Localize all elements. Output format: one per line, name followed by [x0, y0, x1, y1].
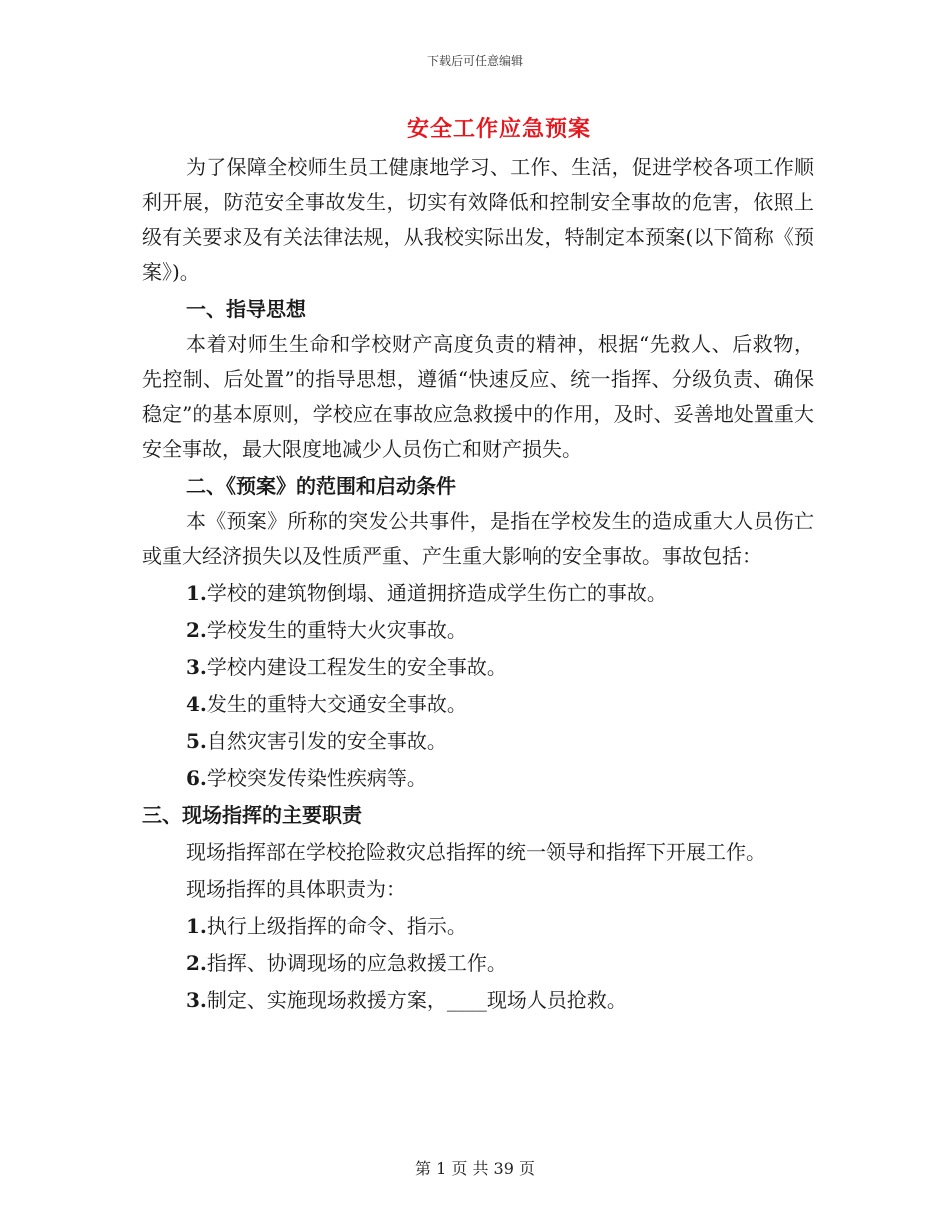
section-3-line-2: 现场指挥的具体职责为：	[186, 877, 406, 901]
list-item-text: 发生的重特大交通安全事故。	[206, 692, 467, 716]
list-item-text: 执行上级指挥的命令、指示。	[206, 914, 467, 938]
list-item-text: 学校内建设工程发生的安全事故。	[206, 655, 507, 679]
document-body	[142, 150, 814, 1018]
list-item-text: 学校突发传染性疾病等。	[206, 766, 427, 790]
document-title: 安全工作应急预案	[406, 116, 591, 142]
list-item	[142, 687, 814, 722]
list-item	[142, 909, 814, 944]
list-item	[142, 613, 814, 648]
list-item-text: 学校的建筑物倒塌、通道拥挤造成学生伤亡的事故。	[206, 581, 667, 605]
list-item-text: 指挥、协调现场的应急救援工作。	[206, 951, 507, 975]
section-3-heading: 三、现场指挥的主要职责	[142, 803, 362, 827]
list-item	[142, 761, 814, 796]
list-item	[142, 724, 814, 759]
list-item-number: 3.	[186, 988, 207, 1012]
section-3-line-1: 现场指挥部在学校抢险救灾总指挥的统一领导和指挥下开展工作。	[186, 840, 766, 864]
list-item-text: 制定、实施现场救援方案，____现场人员抢救。	[206, 988, 627, 1012]
intro-paragraph: 为了保障全校师生员工健康地学习、工作、生活，促进学校各项工作顺利开展，防范安全事故发生，切实有效降低和控制安全事故的危害，依照上级有关要求及有关法律法规，从我校实际出发，特制定本预案(以下简称《预案》)。	[142, 155, 814, 284]
list-item-number: 2.	[186, 951, 207, 975]
section-2-heading: 二、《预案》的范围和启动条件	[186, 474, 456, 498]
page-footer: 第 1 页 共 39 页	[415, 1159, 535, 1178]
section-1-heading: 一、指导思想	[186, 297, 306, 321]
list-item-number: 6.	[186, 766, 207, 790]
list-item-text: 学校发生的重特大火灾事故。	[206, 618, 467, 642]
list-item-number: 2.	[186, 618, 207, 642]
list-item	[142, 576, 814, 611]
list-item	[142, 946, 814, 981]
list-item-number: 1.	[186, 914, 207, 938]
list-item	[142, 983, 814, 1018]
list-item	[142, 650, 814, 685]
page-header-note: 下载后可任意编辑	[426, 54, 523, 68]
section-1-paragraph: 本着对师生生命和学校财产高度负责的精神，根据“先救人、后救物，先控制、后处置”的指导思想，遵循“快速反应、统一指挥、分级负责、确保稳定”的基本原则，学校应在事故应急救援中的作用，及时、妥善地处置重大安全事故，最大限度地减少人员伤亡和财产损失。	[142, 332, 814, 461]
list-item-number: 5.	[186, 729, 207, 753]
list-item-text: 自然灾害引发的安全事故。	[206, 729, 447, 753]
list-item-number: 1.	[186, 581, 207, 605]
list-item-number: 3.	[186, 655, 207, 679]
section-2-paragraph: 本《预案》所称的突发公共事件，是指在学校发生的造成重大人员伤亡或重大经济损失以及性质严重、产生重大影响的安全事故。事故包括：	[142, 509, 814, 568]
list-item-number: 4.	[186, 692, 207, 716]
